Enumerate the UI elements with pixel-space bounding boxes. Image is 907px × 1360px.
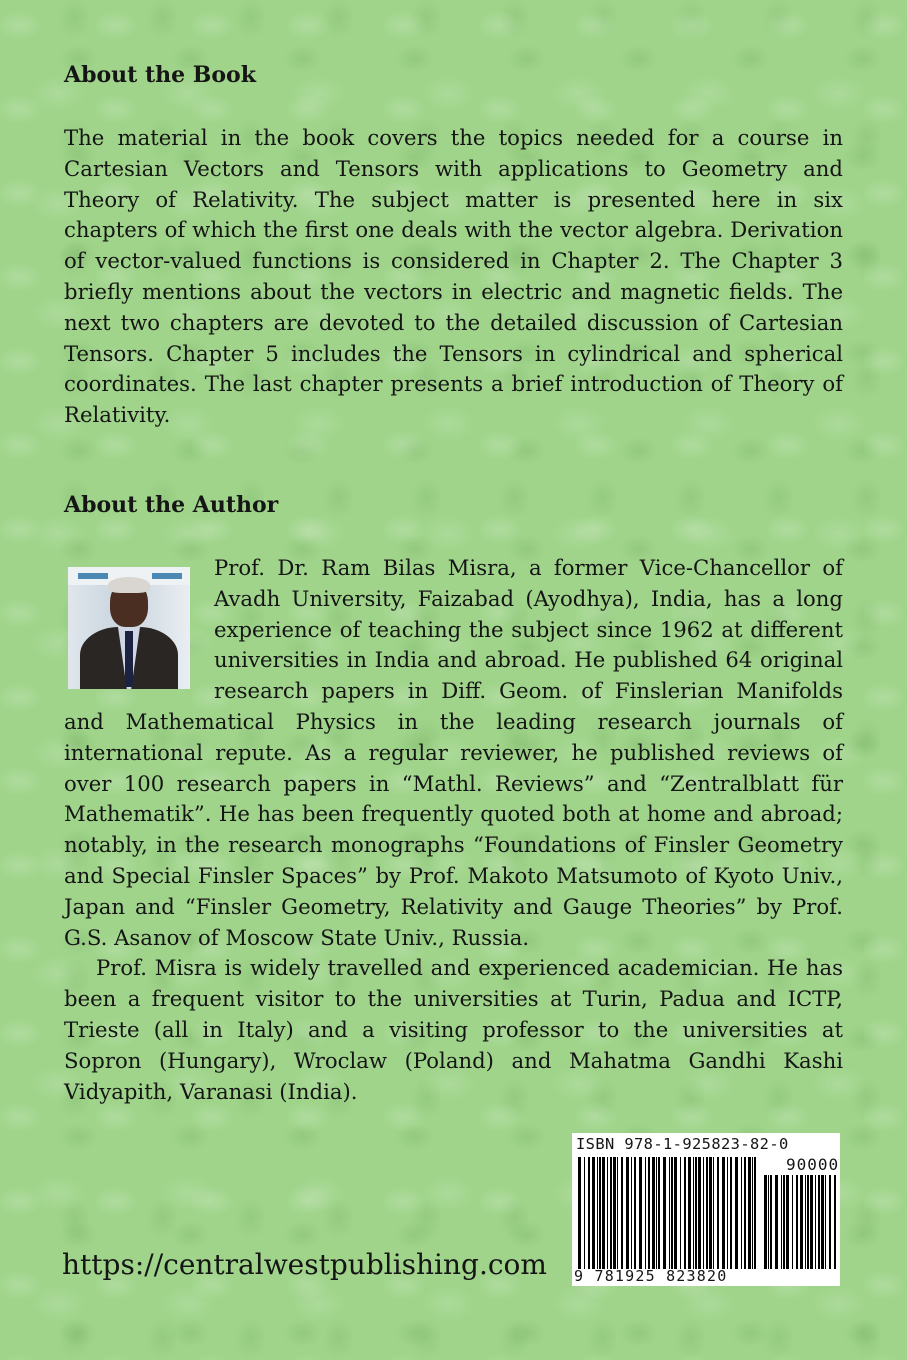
barcode-bars <box>578 1157 758 1269</box>
isbn-number: ISBN 978-1-925823-82-0 <box>576 1135 789 1153</box>
author-bio-paragraph-2: Prof. Misra is widely travelled and experienced academician. He has been a frequent visitor to the universities at Turin, Padua and ICTP, Trieste (all in Italy) and a visiting professor to the universities at Sopron (Hungary), Wroclaw (Poland) and Mahatma Gandhi Kashi Vidyapith, Varanasi (India). <box>64 955 843 1104</box>
about-book-text: The material in the book covers the topics needed for a course in Cartesian Vectors and Tensors with applications to Geometry and Theory of Relativity. The subject matter is presented here in six chapters of which the first one deals with the vector algebra. Derivation of vector-valued functions is considered in Chapter 2. The Chapter 3 briefly mentions about the vectors in electric and magnetic fields. The next two chapters are devoted to the detailed discussion of Cartesian Tensors. Chapter 5 includes the Tensors in cylindrical and spherical coordinates. The last chapter presents a brief introduction of Theory of Relativity. <box>64 125 843 428</box>
publisher-website: https://centralwestpublishing.com <box>62 1248 547 1281</box>
about-author-heading: About the Author <box>64 492 279 518</box>
barcode-addon-bars <box>764 1175 836 1269</box>
author-bio-paragraph-1: Prof. Dr. Ram Bilas Misra, a former Vice-Chancellor of Avadh University, Faizabad (Ayodhya), India, has a long experience of teaching the subject since 1962 at different universities in India and abroad. He published 64 original research papers in Diff. Geom. of Finslerian Manifolds and Mathematical Physics in the leading research journals of international repute. As a regular reviewer, he published reviews of over 100 research papers in “Mathl. Reviews” and “Zentralblatt für Mathematik”. He has been frequently quoted both at home and abroad; notably, in the research monographs “Foundations of Finsler Geometry and Special Finsler Spaces” by Prof. Makoto Matsumoto of Kyoto Univ., Japan and “Finsler Geometry, Relativity and Gauge Theories” by Prof. G.S. Asanov of Moscow State Univ., Russia. <box>64 555 843 950</box>
isbn-barcode <box>572 1133 840 1286</box>
author-bio <box>64 553 843 1107</box>
about-book-heading: About the Book <box>64 62 256 88</box>
barcode-digits: 9 781925 823820 <box>574 1267 728 1285</box>
author-photo <box>68 567 190 689</box>
barcode-addon-number: 90000 <box>786 1155 840 1174</box>
